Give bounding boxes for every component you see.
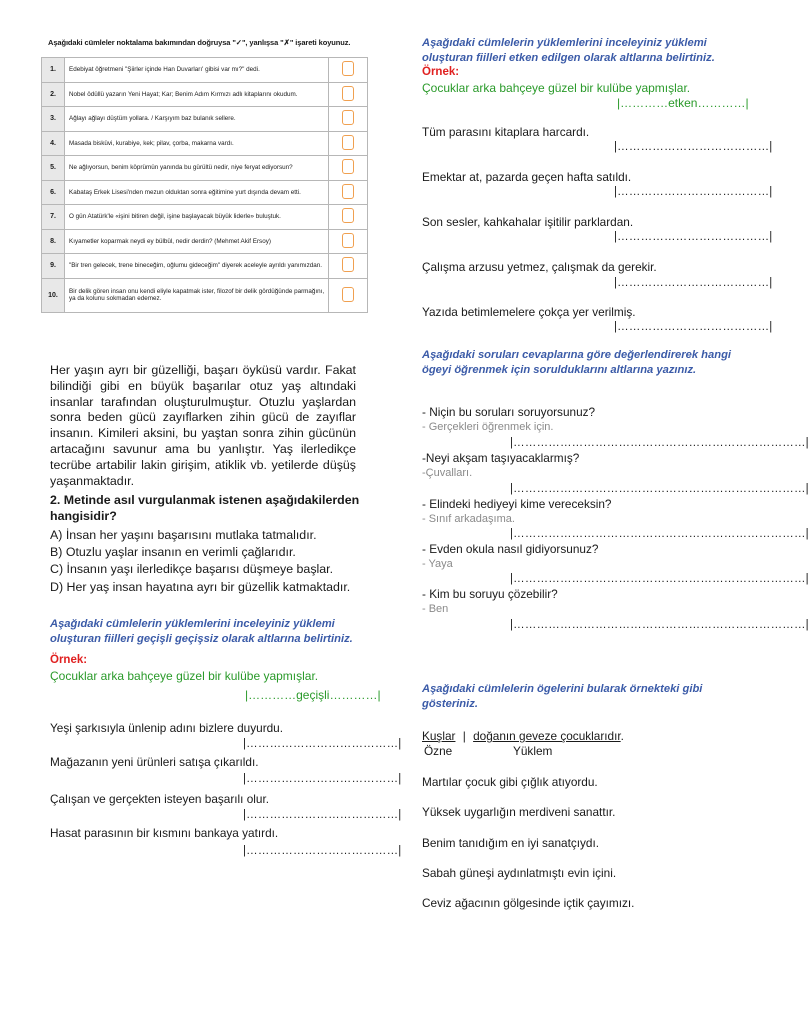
answer-checkbox[interactable] <box>329 131 368 156</box>
table-row <box>42 254 368 279</box>
answer-checkbox[interactable] <box>329 254 368 279</box>
gecisli-answer-3[interactable]: |…………………………………| <box>243 809 402 821</box>
checkbox-icon <box>342 110 354 125</box>
gecisli-instruction: Aşağıdaki cümlelerin yüklemlerini inceleyiniz yüklemi oluşturan fiilleri geçişli geçişsiz olarak altlarına belirtiniz. <box>50 618 353 645</box>
punctuation-table <box>41 57 368 313</box>
answer-checkbox[interactable] <box>329 229 368 254</box>
sorular-answer-5: - Ben <box>422 603 449 615</box>
checkbox-icon <box>342 61 354 76</box>
row-number: 10. <box>42 278 65 312</box>
option-b[interactable]: B) Otuzlu yaşlar insanın en verimli çağlarıdır. <box>50 545 296 560</box>
etken-sentence-1: Tüm parasını kitaplara harcardı. <box>422 125 590 139</box>
row-number: 2. <box>42 82 65 107</box>
table-row <box>42 180 368 205</box>
sorular-answer-4: - Yaya <box>422 558 453 570</box>
row-number: 9. <box>42 254 65 279</box>
option-a[interactable]: A) İnsan her yaşını başarısını mutlaka tatmalıdır. <box>50 528 317 542</box>
row-number: 1. <box>42 58 65 83</box>
ogeler-example-period: . <box>620 729 624 743</box>
answer-checkbox[interactable] <box>329 278 368 312</box>
gecisli-answer-1[interactable]: |…………………………………| <box>243 738 402 750</box>
row-statement: Edebiyat öğretmeni "Şiirler içinde Han Duvarları' gibisi var mı?" dedi. <box>65 58 329 83</box>
gecisli-sentence-3: Çalışan ve gerçekten isteyen başarılı olur. <box>50 792 270 806</box>
ogeler-sentence-2: Yüksek uygarlığın merdiveni sanattır. <box>422 805 616 819</box>
row-number: 3. <box>42 107 65 132</box>
row-statement: Kabataş Erkek Lisesi'nden mezun olduktan sonra eğitimine yurt dışında devam etti. <box>65 180 329 205</box>
answer-checkbox[interactable] <box>329 58 368 83</box>
checkbox-icon <box>342 233 354 248</box>
table-row <box>42 205 368 230</box>
etken-example-sentence: Çocuklar arka bahçeye güzel bir kulübe yapmışlar. <box>422 81 691 95</box>
table-row <box>42 58 368 83</box>
ogeler-sentence-3: Benim tanıdığım en iyi sanatçıydı. <box>422 836 600 850</box>
ogeler-example-subject: Kuşlar <box>422 729 456 743</box>
sorular-blank-5[interactable]: |…………………………………………………………………| <box>510 619 809 631</box>
checkbox-icon <box>342 208 354 223</box>
answer-checkbox[interactable] <box>329 107 368 132</box>
sorular-question-1: - Niçin bu soruları soruyorsunuz? <box>422 405 596 419</box>
ogeler-instruction: Aşağıdaki cümlelerin ögelerini bularak örnekteki gibi gösteriniz. <box>422 683 703 710</box>
ogeler-sentence-5: Ceviz ağacının gölgesinde içtik çayımızı. <box>422 896 635 910</box>
checkbox-icon <box>342 159 354 174</box>
etken-answer-2[interactable]: |…………………………………| <box>614 186 773 198</box>
label-subject: Özne <box>424 744 453 758</box>
row-statement: Ne ağlıyorsun, benim köprümün yanında bu gürültü nedir, niye feryat ediyorsun? <box>65 156 329 181</box>
option-d[interactable]: D) Her yaş insan hayatına ayrı bir güzellik katmaktadır. <box>50 579 351 594</box>
ogeler-example-predicate: doğanın geveze çocuklarıdır <box>473 729 621 743</box>
sorular-answer-1: - Gerçekleri öğrenmek için. <box>422 421 554 433</box>
answer-checkbox[interactable] <box>329 82 368 107</box>
gecisli-answer-2[interactable]: |…………………………………| <box>243 773 402 785</box>
etken-answer-5[interactable]: |…………………………………| <box>614 321 773 333</box>
ogeler-sentence-4: Sabah güneşi aydınlatmıştı evin içini. <box>422 866 617 880</box>
answer-checkbox[interactable] <box>329 180 368 205</box>
gecisli-answer-4[interactable]: |…………………………………| <box>243 845 402 857</box>
gecisli-example-sentence: Çocuklar arka bahçeye güzel bir kulübe yapmışlar. <box>50 669 319 683</box>
sorular-blank-4[interactable]: |…………………………………………………………………| <box>510 573 809 585</box>
row-statement: Masada bisküvi, kurabiye, kek; pilav, çorba, makarna vardı. <box>65 131 329 156</box>
etken-answer-1[interactable]: |…………………………………| <box>614 141 773 153</box>
etken-example-label: Örnek: <box>422 66 460 78</box>
table-row <box>42 131 368 156</box>
gecisli-example-answer: |…………geçişli…………| <box>245 688 381 702</box>
row-number: 4. <box>42 131 65 156</box>
sorular-instruction: Aşağıdaki soruları cevaplarına göre değerlendirerek hangi ögeyi öğrenmek için sorulduklarını altlarına yazınız. <box>422 349 732 376</box>
ogeler-example-separator: | <box>462 729 466 743</box>
etken-sentence-4: Çalışma arzusu yetmez, çalışmak da gerekir. <box>422 260 657 274</box>
gecisli-sentence-1: Yeşi şarkısıyla ünlenip adını bizlere duyurdu. <box>50 721 284 735</box>
etken-answer-4[interactable]: |…………………………………| <box>614 277 773 289</box>
checkbox-icon <box>342 184 354 199</box>
ogeler-example <box>422 729 624 743</box>
row-statement: Ağlayı ağlayı düştüm yollara. / Karşıyım baz bulanık sellere. <box>65 107 329 132</box>
ogeler-sentence-1: Martılar çocuk gibi çığlık atıyordu. <box>422 775 598 789</box>
row-statement: Bir delik gören insan onu kendi eliyle kapatmak ister, filozof bir delik gördüğünde parmağını, ya da kolunu sokmadan edemez. <box>65 278 329 312</box>
checkbox-icon <box>342 287 354 302</box>
sorular-blank-1[interactable]: |…………………………………………………………………| <box>510 437 809 449</box>
option-c[interactable]: C) İnsanın yaşı ilerledikçe başarısı düşmeye başlar. <box>50 562 334 577</box>
table-row <box>42 278 368 312</box>
sorular-answer-3: - Sınıf arkadaşıma. <box>422 513 515 525</box>
row-statement: "Bir tren gelecek, trene bineceğim, oğlumu gideceğim" diyerek aceleyle ayrıldı yanımızdan. <box>65 254 329 279</box>
table-row <box>42 82 368 107</box>
row-number: 5. <box>42 156 65 181</box>
etken-instruction: Aşağıdaki cümlelerin yüklemlerini inceleyiniz yüklemi oluşturan fiilleri etken edilgen olarak altlarına belirtiniz. <box>422 37 715 64</box>
answer-options <box>50 527 350 596</box>
row-statement: Kıyametler koparmak neydi ey bülbül, nedir derdin? (Mehmet Akif Ersoy) <box>65 229 329 254</box>
row-statement: O gün Atatürk'le «işini bitiren değil, işine başlayacak büyük liderle» buluştuk. <box>65 205 329 230</box>
answer-checkbox[interactable] <box>329 205 368 230</box>
question-2: 2. Metinde asıl vurgulanmak istenen aşağıdakilerden hangisidir? <box>50 493 360 523</box>
sorular-question-3: - Elindeki hediyeyi kime vereceksin? <box>422 497 612 511</box>
table-row <box>42 107 368 132</box>
gecisli-sentence-4: Hasat parasının bir kısmını bankaya yatırdı. <box>50 826 279 840</box>
row-number: 8. <box>42 229 65 254</box>
row-number: 6. <box>42 180 65 205</box>
etken-sentence-5: Yazıda betimlemelere çokça yer verilmiş. <box>422 305 636 319</box>
gecisli-sentence-2: Mağazanın yeni ürünleri satışa çıkarıldı. <box>50 755 259 769</box>
etken-example-answer: |…………etken…………| <box>617 96 749 110</box>
sorular-question-2: -Neyi akşam taşıyacaklarmış? <box>422 451 580 465</box>
checkbox-icon <box>342 135 354 150</box>
row-number: 7. <box>42 205 65 230</box>
reading-passage: Her yaşın ayrı bir güzelliği, başarı öyküsü vardır. Fakat bilindiği gibi en büyük başarılar otuz yaş altındaki insanlar tarafından oluşturulmuştur. Otuzlu yaşlardan sonra beden gücü zayıflarken zihin gücü de zayıflar insanın. Kimileri aksini, bu yaştan sonra zihin gücünün artacağını savunur ama bu yanlıştır. Yaş ilerledikçe tecrübe artabilir lakin girişim, atiklik vb. yetilerde düşüş yaşanmaktadır. <box>50 363 356 488</box>
sorular-question-4: - Evden okula nasıl gidiyorsunuz? <box>422 542 599 556</box>
answer-checkbox[interactable] <box>329 156 368 181</box>
checkbox-icon <box>342 257 354 272</box>
row-statement: Nobel ödüllü yazarın Yeni Hayat; Kar; Benim Adım Kırmızı adlı kitaplarını okudum. <box>65 82 329 107</box>
checkbox-icon <box>342 86 354 101</box>
table-title: Aşağıdaki cümleler noktalama bakımından doğruysa "✓", yanlışsa "✗" işareti koyunuz. <box>48 38 351 47</box>
table-row <box>42 156 368 181</box>
sorular-answer-2: -Çuvalları. <box>422 467 473 479</box>
sorular-question-5: - Kim bu soruyu çözebilir? <box>422 587 558 601</box>
sorular-blank-3[interactable]: |…………………………………………………………………| <box>510 528 809 540</box>
table-row <box>42 229 368 254</box>
gecisli-example-label: Örnek: <box>50 654 88 666</box>
sorular-blank-2[interactable]: |…………………………………………………………………| <box>510 483 809 495</box>
label-predicate: Yüklem <box>513 744 553 758</box>
etken-sentence-3: Son sesler, kahkahalar işitilir parklardan. <box>422 215 634 229</box>
etken-sentence-2: Emektar at, pazarda geçen hafta satıldı. <box>422 170 632 184</box>
etken-answer-3[interactable]: |…………………………………| <box>614 231 773 243</box>
